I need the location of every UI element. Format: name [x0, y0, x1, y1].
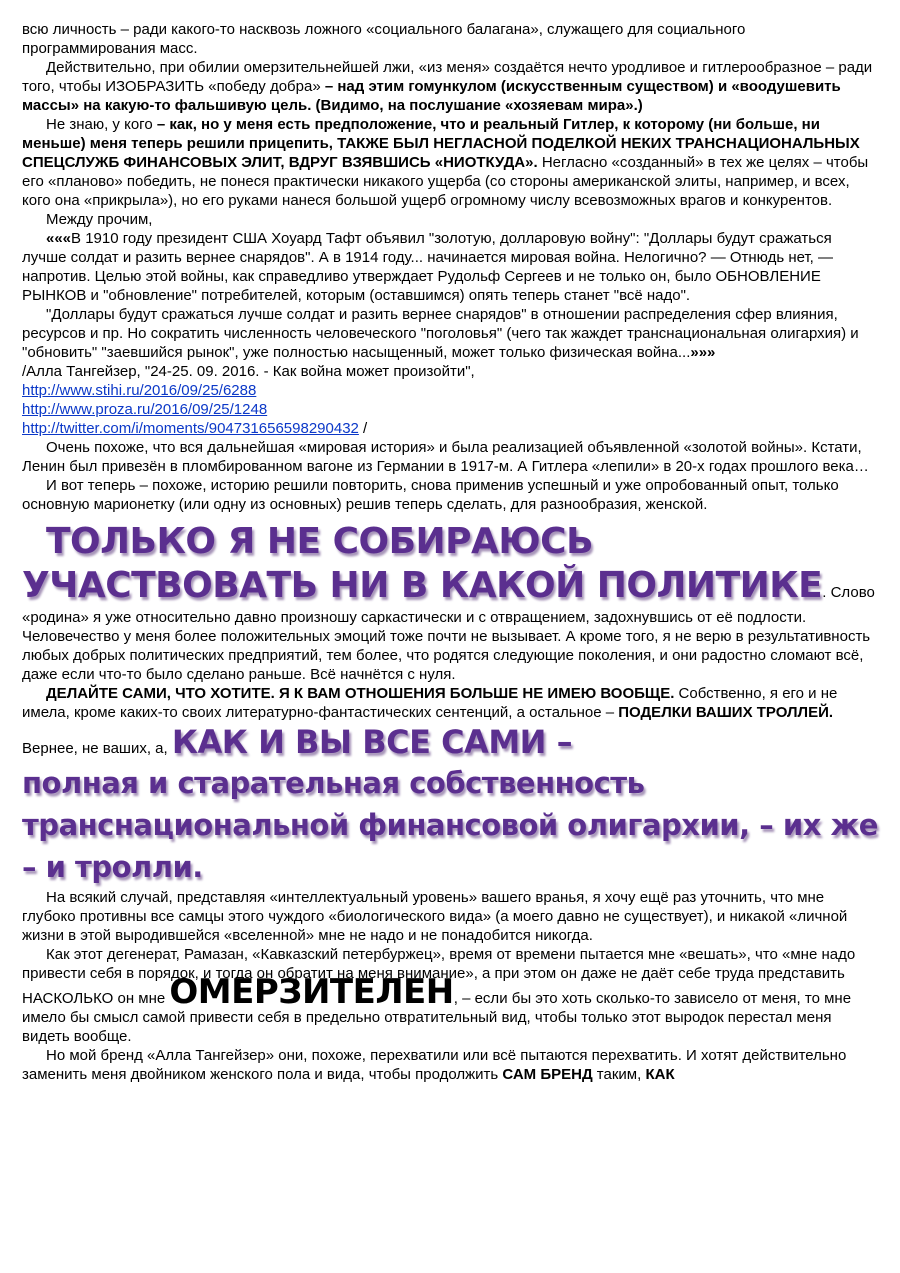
paragraph-3-text-d: Негласно «созданный» в тех же целях – чтобы его «планово» победить, не понеся практически никакого ущерба (со стороны американской элиты, например, и всех, кого она «прикрыла»), но его руками нанеся большой ущерб огромному числу всевозможных врагов и конкурентов. — [22, 154, 869, 209]
paragraph-9 — [22, 520, 880, 684]
paragraph-12-text-b: , – если бы это хоть сколько-то зависело от меня, то мне имело бы смысл самой привести себя в предельно отвратительный вид, чтобы только этот выродок перестал меня видеть вообще. — [22, 990, 852, 1045]
paragraph-4: Между прочим, — [46, 211, 153, 228]
document-page — [22, 20, 880, 1084]
twitter-link[interactable]: http://twitter.com/i/moments/904731656598290432 — [22, 420, 359, 437]
headline-like-you-all: КАК И ВЫ ВСЕ САМИ – — [171, 723, 573, 761]
paragraph-10-bold-trolls: ПОДЕЛКИ ВАШИХ ТРОЛЛЕЙ. — [614, 704, 834, 721]
paragraph-13-text-c: таким, — [592, 1066, 646, 1083]
headline-no-politics: ТОЛЬКО Я НЕ СОБИРАЮСЬ УЧАСТВОВАТЬ НИ В КАКОЙ ПОЛИТИКЕ — [22, 521, 823, 606]
paragraph-2 — [22, 58, 880, 115]
link-line-3 — [22, 419, 880, 438]
paragraph-3-bold-caps: ТАКЖЕ БЫЛ НЕГЛАСНОЙ ПОДЕЛКОЙ НЕКИХ ТРАНСНАЦИОНАЛЬНЫХ СПЕЦСЛУЖБ ФИНАНСОВЫХ ЭЛИТ, ВДРУГ ВЗЯВШИСЬ «НИОТКУДА». — [22, 135, 860, 171]
paragraph-13-bold-kak: КАК — [645, 1066, 675, 1083]
paragraph-10-bold-caps: ДЕЛАЙТЕ САМИ, ЧТО ХОТИТЕ. Я К ВАМ ОТНОШЕНИЯ БОЛЬШЕ НЕ ИМЕЮ ВООБЩЕ. — [46, 685, 675, 702]
source-citation: /Алла Тангейзер, "24-25. 09. 2016. - Как война может произойти", — [22, 363, 475, 380]
paragraph-13 — [22, 1046, 880, 1084]
quote-open-mark: ««« — [46, 230, 72, 247]
link-3-tail: / — [358, 420, 368, 437]
paragraph-7: Очень похоже, что вся дальнейшая «мировая история» и была реализацией объявленной «золотой войны». Кстати, Ленин был привезён в пломбированном вагоне из Германии в 1917-м. А Гитлера «лепили» в 20-х годах прошлого века… — [22, 439, 869, 475]
paragraph-3-bold-a: – как, но у меня есть предположение, что и реальный Гитлер, к которому (ни больше, ни меньше) меня теперь решили прицепить, — [22, 116, 820, 152]
headline-oligarchy-property: полная и старательная собственность транснациональной финансовой олигархии, – их же – и тролли. — [22, 766, 878, 884]
paragraph-3 — [22, 115, 880, 210]
paragraph-10-text-2: Вернее, не ваших, а, — [22, 740, 172, 757]
stihi-link[interactable]: http://www.stihi.ru/2016/09/25/6288 — [22, 382, 257, 399]
quote-paragraph-2 — [22, 305, 880, 362]
paragraph-9-text: . Слово «родина» я уже относительно давно произношу саркастически и с отвращением, задохнувшись от её подлости. Человечество у меня более положительных эмоций тоже почти не вызывает. А кроме того, я не верю в результативность любых добрых политических предприятий, тем более, что родятся следующие поколения, и они радостно сломают всё, даже если что-то было сделано раньше. Всё начнётся с нуля. — [22, 584, 875, 683]
paragraph-2-bold: – над этим гомункулом (искусственным существом) и «воодушевить массы» на какую-то фальшивую цель. (Видимо, на послушание «хозяевам мира».) — [22, 78, 841, 114]
paragraph-12-text-a: Как этот дегенерат, Рамазан, «Кавказский петербуржец», время от времени пытается мне «вешать», что «мне надо привести себя в порядок, и тогда он обратит на меня внимание», а при этом он даже не даёт себе труда представить НАСКОЛЬКО он мне — [22, 946, 856, 1007]
paragraph-10-text: Собственно, я его и не имела, кроме каких-то своих литературно-фантастических сентенций, а остальное – — [22, 685, 838, 721]
quote-text-1: В 1910 году президент США Хоуард Тафт объявил "золотую, долларовую войну": "Доллары будут сражаться лучше солдат и разить вернее снарядов". А в 1914 году... начинается мировая война. Нелогично? — Отнюдь нет, — напротив. Целью этой войны, как справедливо утверждает Рудольф Сергеев и не только он, было ОБНОВЛЕНИЕ РЫНКОВ и "обновление" потребителей, которым (оставшимся) опять теперь станет "всё надо". — [22, 230, 834, 304]
link-line-1 — [22, 381, 880, 400]
paragraph-12 — [22, 945, 880, 1046]
link-line-2 — [22, 400, 880, 419]
paragraph-2-text-a: Действительно, при обилии омерзительнейшей лжи, «из меня» создаётся нечто уродливое и гитлерообразное – ради того, чтобы ИЗОБРАЗИТЬ «победу добра» — [22, 59, 873, 95]
paragraph-1: всю личность – ради какого-то насквозь ложного «социального балагана», служащего для социального программирования масс. — [22, 21, 746, 57]
quote-close-mark: »»» — [690, 344, 716, 361]
paragraph-8: И вот теперь – похоже, историю решили повторить, снова применив успешный и уже опробованный опыт, только основную марионетку (или одну из основных) решив теперь сделать, для разнообразия, женской. — [22, 477, 839, 513]
quote-paragraph-1 — [22, 229, 880, 305]
paragraph-3-text-a: Не знаю, у кого — [46, 116, 153, 133]
paragraph-13-text-a: Но мой бренд «Алла Тангейзер» они, похоже, перехватили или всё пытаются перехватить. И хотят действительно заменить меня двойником женского пола и вида, чтобы продолжить — [22, 1047, 847, 1083]
word-omerzitelen: ОМЕРЗИТЕЛЕН — [169, 972, 454, 1012]
proza-link[interactable]: http://www.proza.ru/2016/09/25/1248 — [22, 401, 268, 418]
paragraph-11: На всякий случай, представляя «интеллектуальный уровень» вашего вранья, я хочу ещё раз уточнить, что мне глубоко противны все самцы этого чуждого «биологического вида» (а моего давно не существует), и никакой «личной жизни в этой выродившейся «вселенной» мне не надо и не понадобится никогда. — [22, 889, 848, 944]
paragraph-10 — [22, 684, 880, 762]
quote-text-2: "Доллары будут сражаться лучше солдат и разить вернее снарядов" в отношении распределения сфер влияния, ресурсов и пр. Но сократить численность человеческого "поголовья" (чего так жаждет транснациональная олигархия) и "обновить" "заевшийся рынок", уже полностью насыщенный, может только физическая война... — [22, 306, 859, 361]
paragraph-13-bold-brand: САМ БРЕНД — [502, 1066, 593, 1083]
